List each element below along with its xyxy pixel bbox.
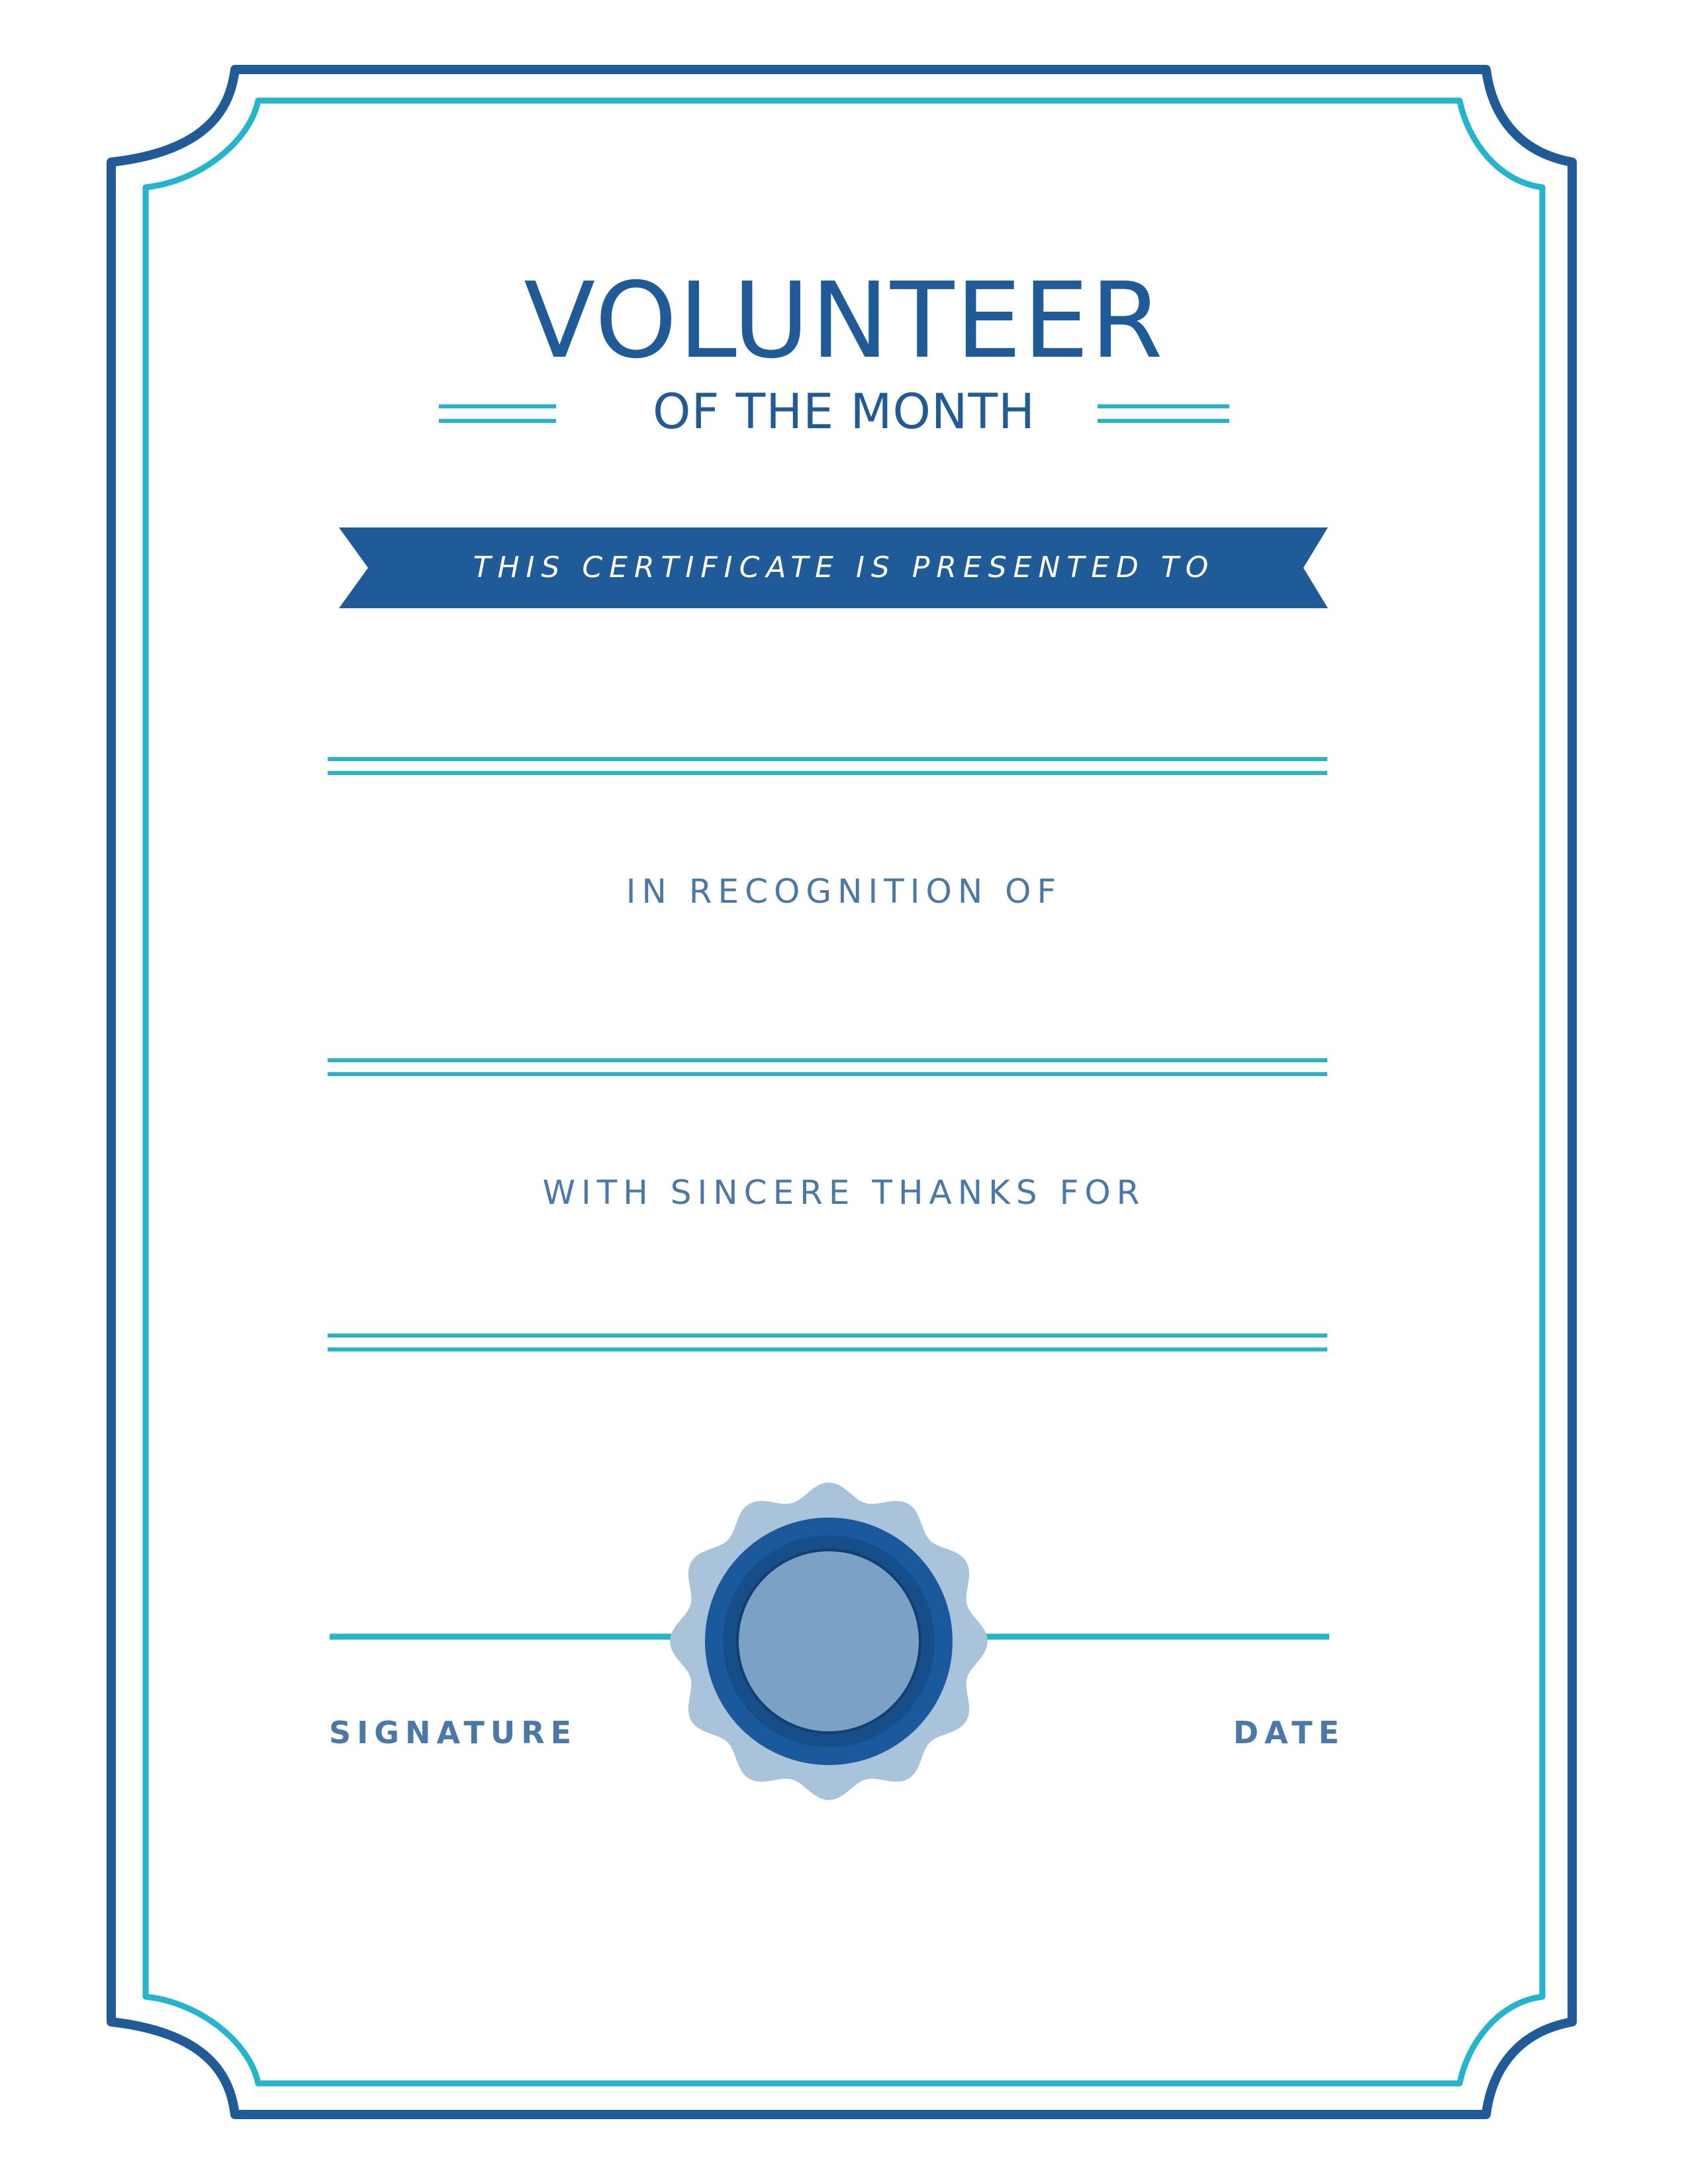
- date-label: DATE: [1233, 1715, 1346, 1751]
- seal-emblem: [670, 1482, 988, 1800]
- presented-to-text: THIS CERTIFICATE IS PRESENTED TO: [473, 551, 1215, 584]
- certificate-subtitle: OF THE MONTH: [653, 384, 1035, 440]
- name-line: [328, 759, 1327, 773]
- signature-label: SIGNATURE: [329, 1715, 578, 1751]
- thanks-label: WITH SINCERE THANKS FOR: [542, 1173, 1146, 1212]
- certificate-title: VOLUNTEER: [524, 260, 1164, 382]
- thanks-line: [328, 1336, 1327, 1349]
- seal-inner: [737, 1550, 920, 1733]
- recognition-line: [328, 1060, 1327, 1074]
- recognition-label: IN RECOGNITION OF: [626, 872, 1062, 911]
